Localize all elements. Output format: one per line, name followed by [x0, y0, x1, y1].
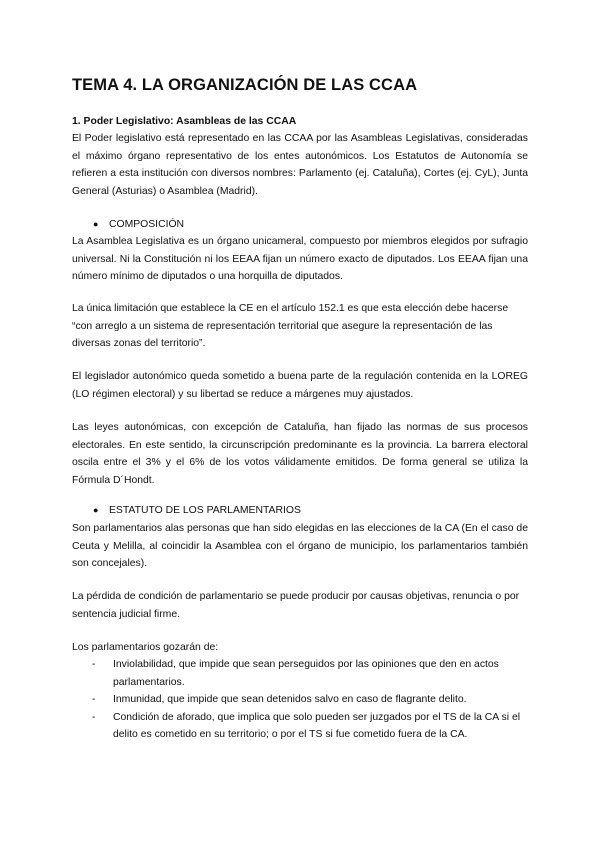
- list-item-text: Inmunidad, que impide que sean detenidos salvo en caso de flagrante delito.: [113, 694, 467, 706]
- paragraph-composicion-3: El legislador autonómico queda sometido a buena parte de la regulación contenida en la LOREG (LO régimen electoral) y su libertad se reduce a márgenes muy ajustados.: [72, 371, 528, 400]
- list-item-text: Inviolabilidad, que impide que sean perseguidos por las opiniones que den en actos parlamentarios.: [113, 659, 499, 688]
- estatuto-heading: ESTATUTO DE LOS PARLAMENTARIOS: [109, 505, 301, 516]
- bullet-icon: ●: [93, 505, 99, 515]
- paragraph-estatuto-2: La pérdida de condición de parlamentario se puede producir por causas objetivas, renuncia o por sentencia judicial firme.: [72, 591, 520, 620]
- privileges-list: [92, 656, 528, 744]
- dash-marker: -: [92, 659, 96, 670]
- dash-marker: -: [92, 694, 96, 706]
- paragraph-composicion-2: La única limitación que establece la CE en el artículo 152.1 es que esta elección debe hacerse “con arreglo a un sistema de representación territorial que asegure la representación de las diversas zonas del territorio”.: [72, 303, 509, 350]
- list-item: [92, 656, 528, 691]
- paragraph-intro: El Poder legislativo está representado en las CCAA por las Asambleas Legislativas, consideradas el máximo órgano representativo de los entes autonómicos. Los Estatutos de Autonomía se refieren a esta institución con diversos nombres: Parlamento (ej. Cataluña), Cortes (ej. CyL), Junta General (Asturias) o Asamblea (Madrid).: [72, 133, 528, 197]
- paragraph-estatuto-1: Son parlamentarios alas personas que han sido elegidas en las elecciones de la CA (En el caso de Ceuta y Melilla, al coincidir la Asamblea con el órgano de municipio, los parlamentarios también son concejales).: [72, 523, 528, 570]
- list-item: [92, 691, 528, 709]
- bullet-heading-estatuto: [93, 502, 301, 520]
- bullet-heading-composicion: [93, 216, 184, 234]
- dash-marker: -: [92, 711, 96, 723]
- paragraph-composicion-4: Las leyes autonómicas, con excepción de Cataluña, han fijado las normas de sus procesos electorales. En este sentido, la circunscripción predominante es la provincia. La barrera electoral oscila entre el 3% y el 6% de los votos válidamente emitidos. De forma general se utiliza la Fórmula D´Hondt.: [72, 422, 528, 486]
- bullet-icon: ●: [93, 219, 99, 229]
- section-heading-poder-legislativo: 1. Poder Legislativo: Asambleas de las CCAA: [72, 116, 297, 127]
- composicion-heading: COMPOSICIÓN: [109, 219, 185, 230]
- paragraph-composicion-1: La Asamblea Legislativa es un órgano unicameral, compuesto por miembros elegidos por sufragio universal. Ni la Constitución ni los EEAA fijan un número exacto de diputados. Los EEAA fijan una número mínimo de diputados o una horquilla de diputados.: [72, 236, 528, 283]
- page-title: TEMA 4. LA ORGANIZACIÓN DE LAS CCAA: [72, 76, 418, 94]
- list-item: [92, 709, 528, 744]
- list-item-text: Condición de aforado, que implica que solo pueden ser juzgados por el TS de la CA si el delito es cometido en su territorio; o por el TS si fue cometido fuera de la CA.: [113, 711, 521, 741]
- paragraph-estatuto-3: Los parlamentarios gozarán de:: [72, 642, 219, 653]
